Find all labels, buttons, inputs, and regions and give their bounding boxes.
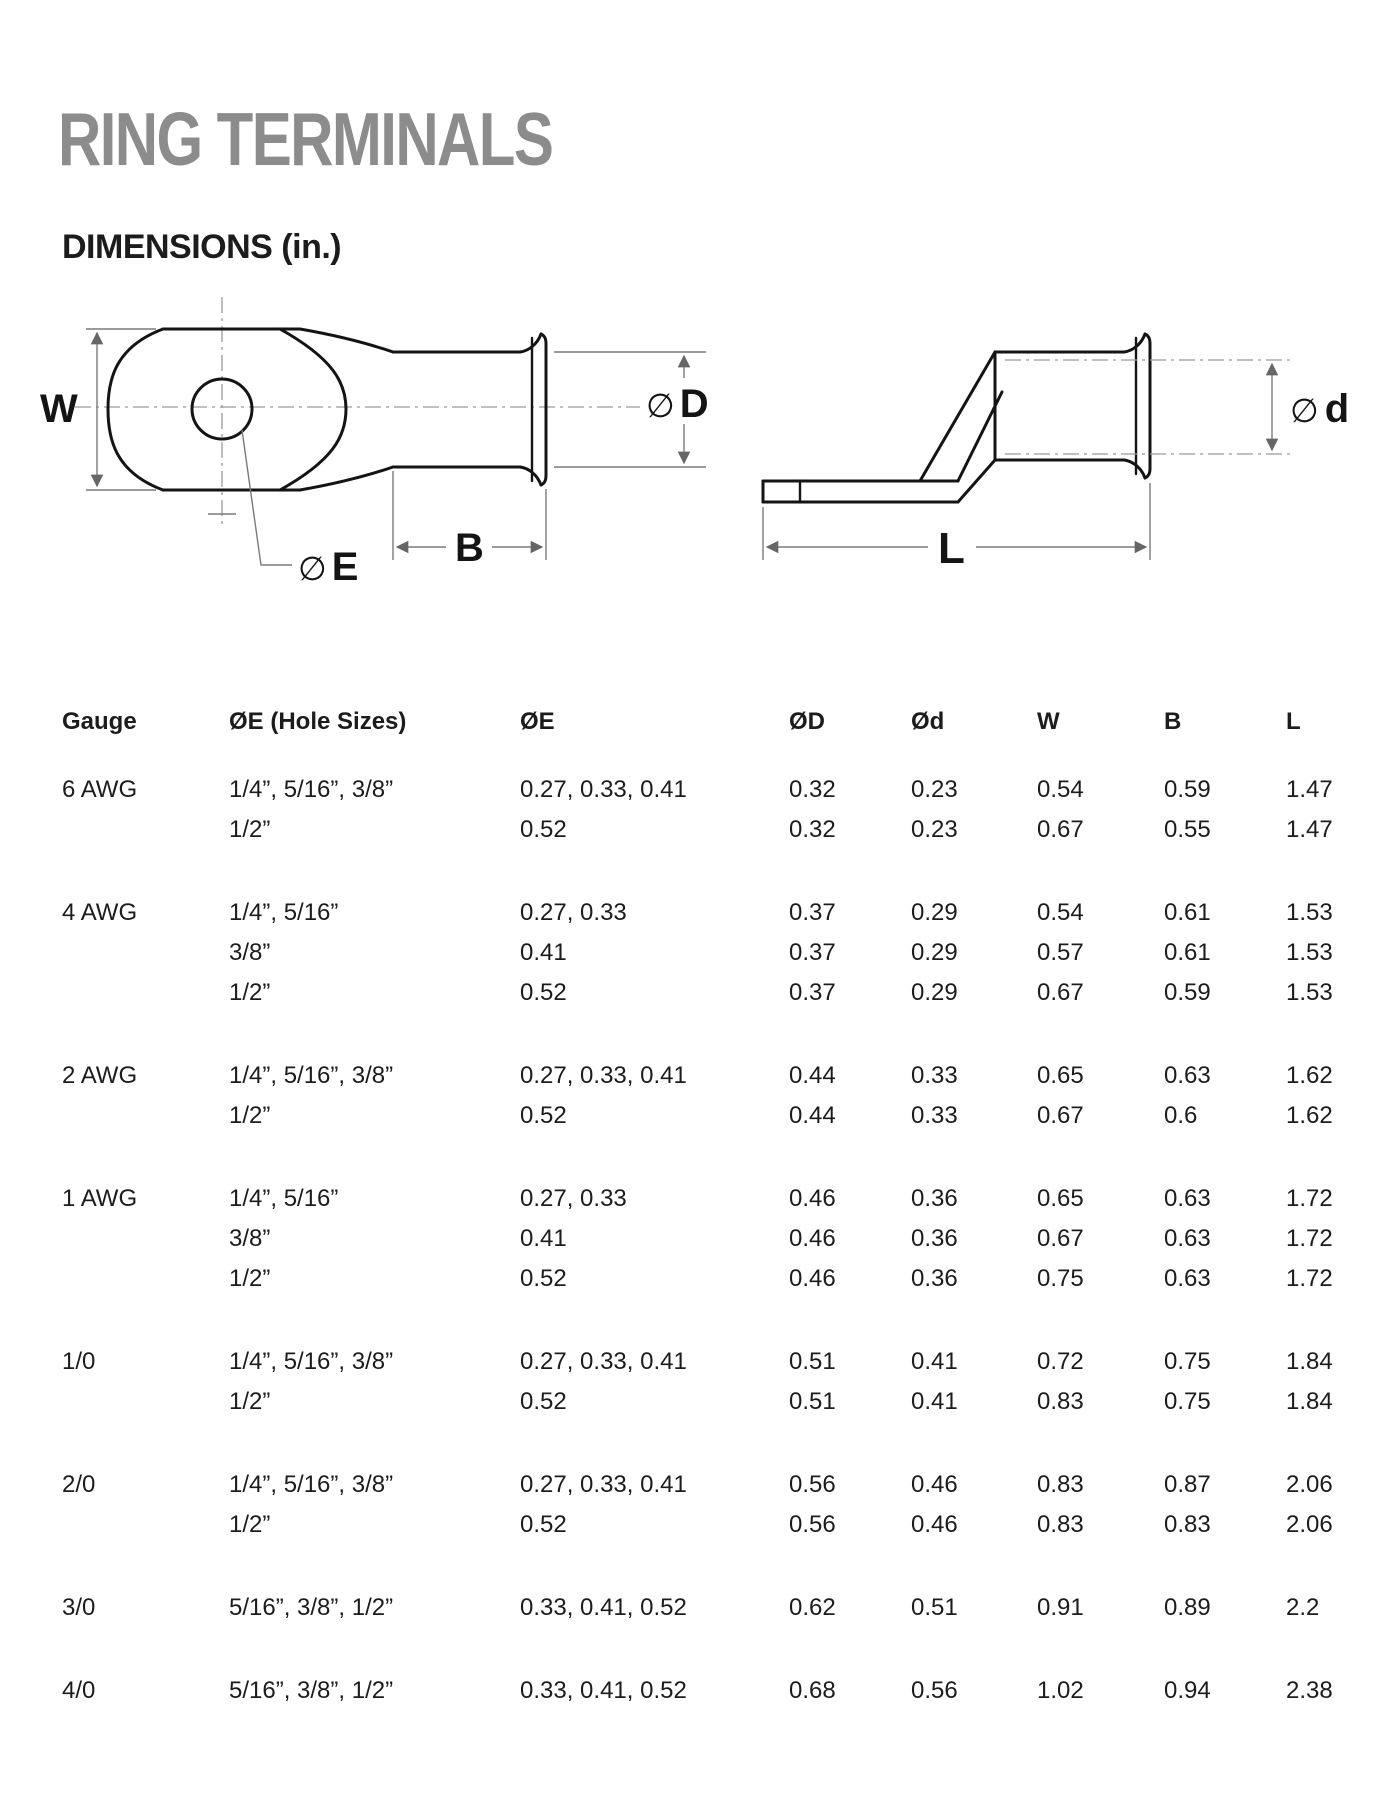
cell-od-small: 0.23 xyxy=(911,776,958,803)
cell-gauge: 4 AWG xyxy=(62,899,138,926)
cell-hole-sizes: 3/8” xyxy=(229,1225,271,1252)
cell-od-small: 0.29 xyxy=(911,979,958,1006)
column-header-oe: ØE xyxy=(520,708,555,735)
page-title: RING TERMINALS xyxy=(58,97,553,181)
cell-b: 0.63 xyxy=(1164,1265,1211,1292)
cell-od: 0.51 xyxy=(789,1388,836,1415)
cell-od-small: 0.23 xyxy=(911,816,958,843)
width-dim-label: W xyxy=(40,387,78,431)
cell-od-small: 0.56 xyxy=(911,1677,958,1704)
column-header-l: L xyxy=(1286,708,1301,735)
cell-od: 0.56 xyxy=(789,1511,836,1538)
table-row xyxy=(62,1671,1372,1711)
gauge-group xyxy=(62,1588,1372,1628)
cell-hole-sizes: 1/4”, 5/16” xyxy=(229,1185,339,1212)
cell-w: 0.57 xyxy=(1037,939,1084,966)
table-body xyxy=(62,770,1372,1711)
cell-b: 0.61 xyxy=(1164,899,1211,926)
gauge-group xyxy=(62,1179,1372,1299)
cell-od: 0.37 xyxy=(789,979,836,1006)
diameter-symbol: ∅ xyxy=(1290,391,1319,430)
cell-l: 1.53 xyxy=(1286,899,1333,926)
cell-hole-sizes: 1/4”, 5/16”, 3/8” xyxy=(229,1062,394,1089)
cell-w: 0.67 xyxy=(1037,979,1084,1006)
cell-hole-sizes: 1/2” xyxy=(229,816,271,843)
gauge-group xyxy=(62,1671,1372,1711)
cell-w: 0.72 xyxy=(1037,1348,1084,1375)
table-row xyxy=(62,933,1372,973)
table-row xyxy=(62,1342,1372,1382)
cell-od-small: 0.36 xyxy=(911,1265,958,1292)
cell-b: 0.94 xyxy=(1164,1677,1211,1704)
cell-hole-sizes: 1/2” xyxy=(229,1102,271,1129)
cell-od-small: 0.46 xyxy=(911,1511,958,1538)
cell-oe: 0.52 xyxy=(520,1511,567,1538)
cell-w: 0.91 xyxy=(1037,1594,1084,1621)
table-row xyxy=(62,1588,1372,1628)
cell-hole-sizes: 1/2” xyxy=(229,1511,271,1538)
table-row xyxy=(62,770,1372,810)
cell-w: 0.65 xyxy=(1037,1185,1084,1212)
column-header-hole-sizes: ØE (Hole Sizes) xyxy=(229,708,407,735)
cell-od-small: 0.33 xyxy=(911,1062,958,1089)
cell-oe: 0.41 xyxy=(520,1225,567,1252)
hole-diameter-dim-label: ∅ E xyxy=(298,545,359,589)
cell-oe: 0.52 xyxy=(520,1102,567,1129)
table-row xyxy=(62,1382,1372,1422)
diameter-symbol: ∅ xyxy=(298,549,327,588)
cell-l: 1.84 xyxy=(1286,1388,1333,1415)
cell-oe: 0.52 xyxy=(520,979,567,1006)
barrel-length-dim-label: B xyxy=(455,526,484,570)
cell-hole-sizes: 1/2” xyxy=(229,979,271,1006)
cell-od: 0.37 xyxy=(789,899,836,926)
cell-gauge: 1 AWG xyxy=(62,1185,138,1212)
cell-b: 0.87 xyxy=(1164,1471,1211,1498)
cell-l: 1.72 xyxy=(1286,1185,1333,1212)
outer-diameter-dim-label: ∅ D xyxy=(646,382,709,426)
cell-oe: 0.27, 0.33, 0.41 xyxy=(520,1471,687,1498)
cell-od-small: 0.33 xyxy=(911,1102,958,1129)
cell-od-small: 0.29 xyxy=(911,939,958,966)
cell-w: 0.67 xyxy=(1037,816,1084,843)
cell-oe: 0.52 xyxy=(520,1388,567,1415)
cell-l: 1.72 xyxy=(1286,1225,1333,1252)
cell-hole-sizes: 1/2” xyxy=(229,1388,271,1415)
cell-oe: 0.52 xyxy=(520,816,567,843)
cell-od: 0.32 xyxy=(789,776,836,803)
cell-oe: 0.41 xyxy=(520,939,567,966)
ring-terminal-top-view xyxy=(40,297,722,589)
cell-b: 0.55 xyxy=(1164,816,1211,843)
cell-l: 1.62 xyxy=(1286,1062,1333,1089)
cell-od-small: 0.41 xyxy=(911,1388,958,1415)
gauge-group xyxy=(62,770,1372,850)
table-row xyxy=(62,1259,1372,1299)
cell-hole-sizes: 1/2” xyxy=(229,1265,271,1292)
cell-gauge: 2/0 xyxy=(62,1471,96,1498)
column-header-od: ØD xyxy=(789,708,825,735)
cell-od: 0.32 xyxy=(789,816,836,843)
cell-l: 1.84 xyxy=(1286,1348,1333,1375)
ring-terminal-side-view xyxy=(763,334,1349,573)
cell-od: 0.37 xyxy=(789,939,836,966)
cell-od: 0.44 xyxy=(789,1102,836,1129)
cell-gauge: 1/0 xyxy=(62,1348,96,1375)
cell-od-small: 0.29 xyxy=(911,899,958,926)
ring-terminal-dimension-diagrams xyxy=(0,262,1400,622)
gauge-group xyxy=(62,893,1372,1013)
gauge-group xyxy=(62,1056,1372,1136)
cell-l: 1.72 xyxy=(1286,1265,1333,1292)
cell-od: 0.44 xyxy=(789,1062,836,1089)
cell-od: 0.46 xyxy=(789,1185,836,1212)
cell-hole-sizes: 1/4”, 5/16”, 3/8” xyxy=(229,776,394,803)
cell-oe: 0.33, 0.41, 0.52 xyxy=(520,1594,687,1621)
table-row xyxy=(62,1505,1372,1545)
table-row xyxy=(62,893,1372,933)
cell-l: 1.53 xyxy=(1286,979,1333,1006)
cell-l: 1.53 xyxy=(1286,939,1333,966)
cell-od: 0.51 xyxy=(789,1348,836,1375)
cell-w: 0.67 xyxy=(1037,1225,1084,1252)
cell-od-small: 0.36 xyxy=(911,1225,958,1252)
cell-hole-sizes: 5/16”, 3/8”, 1/2” xyxy=(229,1594,394,1621)
cell-l: 2.06 xyxy=(1286,1471,1333,1498)
column-header-w: W xyxy=(1037,708,1060,735)
cell-od-small: 0.51 xyxy=(911,1594,958,1621)
cell-w: 0.83 xyxy=(1037,1388,1084,1415)
column-header-b: B xyxy=(1164,708,1182,735)
table-row xyxy=(62,1056,1372,1096)
gauge-group xyxy=(62,1342,1372,1422)
cell-w: 0.83 xyxy=(1037,1471,1084,1498)
table-row xyxy=(62,973,1372,1013)
cell-hole-sizes: 3/8” xyxy=(229,939,271,966)
cell-w: 0.75 xyxy=(1037,1265,1084,1292)
cell-hole-sizes: 1/4”, 5/16”, 3/8” xyxy=(229,1348,394,1375)
cell-b: 0.63 xyxy=(1164,1185,1211,1212)
inner-diameter-dim-label: ∅ d xyxy=(1290,387,1350,431)
column-header-od-small: Ød xyxy=(911,708,945,735)
cell-od: 0.62 xyxy=(789,1594,836,1621)
cell-od: 0.46 xyxy=(789,1265,836,1292)
overall-length-dim-label: L xyxy=(938,524,965,573)
cell-l: 1.62 xyxy=(1286,1102,1333,1129)
cell-gauge: 4/0 xyxy=(62,1677,96,1704)
table-row xyxy=(62,1096,1372,1136)
cell-b: 0.63 xyxy=(1164,1225,1211,1252)
dimensions-table xyxy=(62,706,1372,1754)
cell-b: 0.59 xyxy=(1164,776,1211,803)
cell-l: 1.47 xyxy=(1286,816,1333,843)
cell-w: 0.54 xyxy=(1037,899,1084,926)
cell-w: 0.67 xyxy=(1037,1102,1084,1129)
cell-od: 0.56 xyxy=(789,1471,836,1498)
cell-oe: 0.27, 0.33 xyxy=(520,1185,627,1212)
column-header-gauge: Gauge xyxy=(62,708,137,735)
cell-l: 2.2 xyxy=(1286,1594,1320,1621)
cell-hole-sizes: 5/16”, 3/8”, 1/2” xyxy=(229,1677,394,1704)
cell-w: 1.02 xyxy=(1037,1677,1084,1704)
cell-gauge: 3/0 xyxy=(62,1594,96,1621)
cell-l: 2.06 xyxy=(1286,1511,1333,1538)
cell-gauge: 6 AWG xyxy=(62,776,138,803)
cell-oe: 0.33, 0.41, 0.52 xyxy=(520,1677,687,1704)
table-row xyxy=(62,1219,1372,1259)
cell-b: 0.59 xyxy=(1164,979,1211,1006)
table-row xyxy=(62,1179,1372,1219)
cell-hole-sizes: 1/4”, 5/16” xyxy=(229,899,339,926)
diameter-symbol: ∅ xyxy=(646,386,675,425)
cell-b: 0.63 xyxy=(1164,1062,1211,1089)
cell-oe: 0.27, 0.33 xyxy=(520,899,627,926)
dimensions-heading: DIMENSIONS (in.) xyxy=(62,228,342,266)
cell-od-small: 0.41 xyxy=(911,1348,958,1375)
cell-b: 0.75 xyxy=(1164,1348,1211,1375)
cell-od: 0.68 xyxy=(789,1677,836,1704)
cell-w: 0.65 xyxy=(1037,1062,1084,1089)
table-header-row xyxy=(62,706,1372,738)
cell-l: 1.47 xyxy=(1286,776,1333,803)
table-row xyxy=(62,810,1372,850)
cell-b: 0.6 xyxy=(1164,1102,1198,1129)
gauge-group xyxy=(62,1465,1372,1545)
cell-oe: 0.27, 0.33, 0.41 xyxy=(520,776,687,803)
table-row xyxy=(62,1465,1372,1505)
cell-od: 0.46 xyxy=(789,1225,836,1252)
cell-w: 0.83 xyxy=(1037,1511,1084,1538)
cell-b: 0.83 xyxy=(1164,1511,1211,1538)
cell-od-small: 0.36 xyxy=(911,1185,958,1212)
cell-oe: 0.27, 0.33, 0.41 xyxy=(520,1062,687,1089)
cell-oe: 0.52 xyxy=(520,1265,567,1292)
cell-hole-sizes: 1/4”, 5/16”, 3/8” xyxy=(229,1471,394,1498)
cell-b: 0.89 xyxy=(1164,1594,1211,1621)
cell-b: 0.61 xyxy=(1164,939,1211,966)
cell-oe: 0.27, 0.33, 0.41 xyxy=(520,1348,687,1375)
cell-gauge: 2 AWG xyxy=(62,1062,138,1089)
cell-od-small: 0.46 xyxy=(911,1471,958,1498)
cell-w: 0.54 xyxy=(1037,776,1084,803)
cell-b: 0.75 xyxy=(1164,1388,1211,1415)
cell-l: 2.38 xyxy=(1286,1677,1333,1704)
